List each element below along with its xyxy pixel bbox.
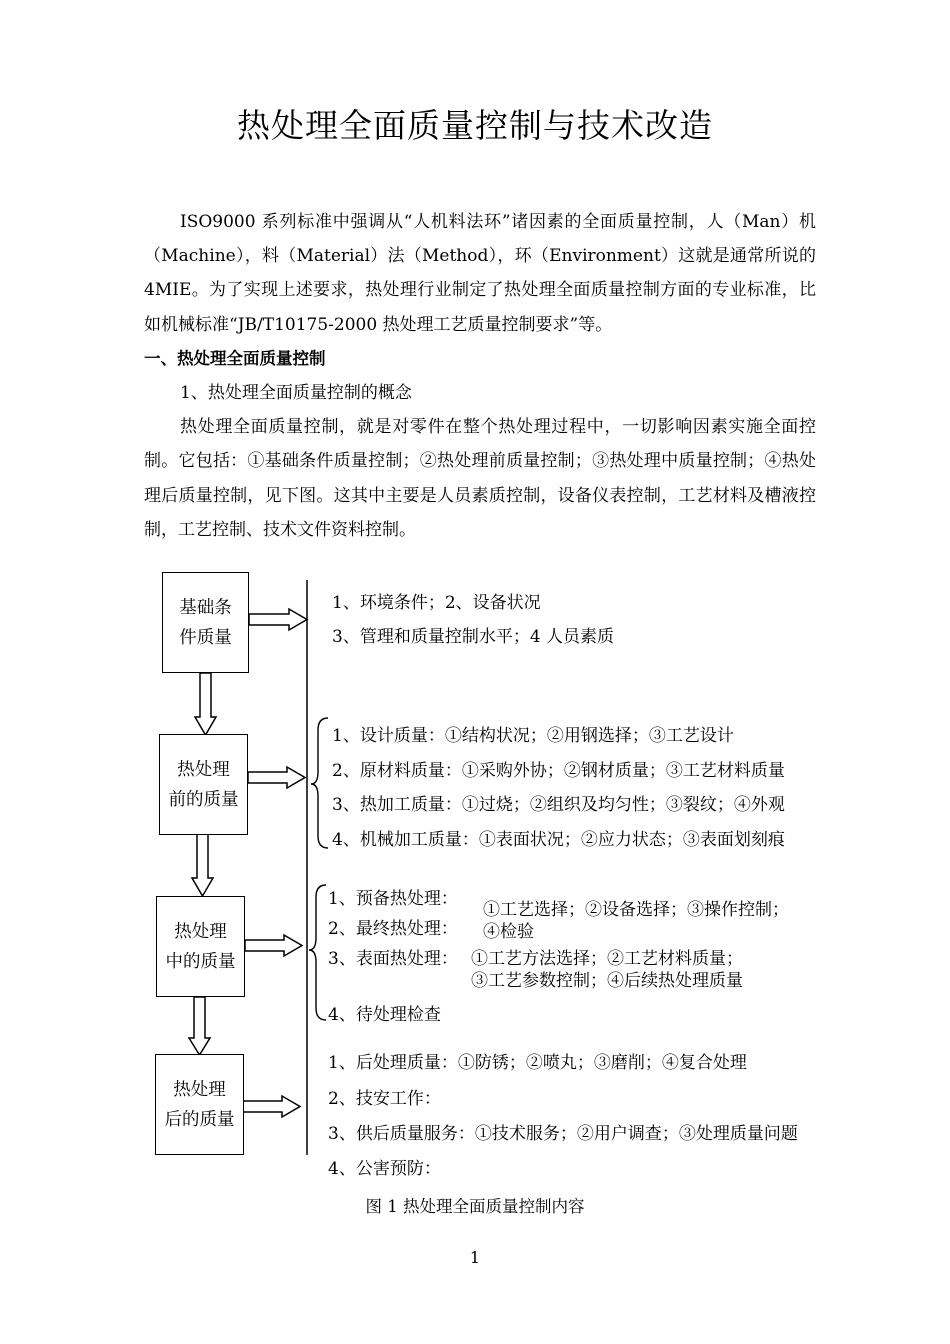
concept-paragraph: 热处理全面质量控制，就是对零件在整个热处理过程中，一切影响因素实施全面控制。它包括：①基础条件质量控制；②热处理前质量控制；③热处理中质量控制；④热处理后质量控制，见下图。这其中主要是人员素质控制，设备仪表控制，工艺材料及槽液控制，工艺控制、技术文件资料控制。 (144, 417, 816, 540)
right-arrow-1 (249, 609, 307, 630)
group4-item: 2、技安工作： (328, 1089, 441, 1109)
right-arrow-2 (248, 767, 305, 788)
group2-item: 2、原材料质量：①采购外协；②钢材质量；③工艺材料质量 (332, 761, 785, 781)
group3-item: 2、最终热处理： (328, 919, 458, 939)
box-label: 基础条 (179, 597, 232, 618)
box-label: 热处理 (177, 759, 230, 780)
group3-detail: ①工艺选择；②设备选择；③操作控制； (483, 900, 789, 920)
box-before-heat-treatment (159, 734, 248, 835)
group3-detail: ①工艺方法选择；②工艺材料质量； (471, 949, 743, 969)
down-arrow-1 (195, 673, 216, 735)
group4-item: 1、后处理质量：①防锈；②喷丸；③磨削；④复合处理 (328, 1053, 747, 1073)
group3-item: 3、表面热处理： (328, 949, 458, 969)
section-heading: 一、热处理全面质量控制 (144, 348, 326, 368)
group4-item: 4、公害预防： (328, 1159, 441, 1179)
group3-item: 4、待处理检查 (328, 1005, 441, 1025)
down-arrow-2 (192, 834, 213, 896)
group3-detail: ③工艺参数控制；④后续热处理质量 (471, 971, 743, 991)
group1-item: 3、管理和质量控制水平；4 人员素质 (332, 627, 615, 647)
group2-item: 4、机械加工质量：①表面状况；②应力状态；③表面划刻痕 (332, 830, 785, 850)
box-basic-conditions (162, 572, 249, 673)
box-label: 前的质量 (168, 789, 239, 810)
subheading: 1、热处理全面质量控制的概念 (180, 383, 412, 404)
box-label: 热处理 (173, 1079, 226, 1100)
group3-item: 1、预备热处理： (328, 889, 458, 909)
box-label: 热处理 (174, 921, 227, 942)
brace-group-2 (311, 718, 328, 848)
right-arrow-4 (243, 1096, 300, 1117)
intro-paragraph: ISO9000 系列标准中强调从“人机料法环”诸因素的全面质量控制，人（Man）机（Machine），料（Material）法（Method），环（Environment）这就是通常所说的 4MIE。为了实现上述要求，热处理行业制定了热处理全面质量控制方面的专业标准，比如机械标准“JB/T10175-2000 热处理工艺质量控制要求”等。 (144, 212, 816, 335)
group2-item: 3、热加工质量：①过烧；②组织及均匀性；③裂纹；④外观 (332, 795, 785, 815)
down-arrow-3 (189, 997, 210, 1055)
group2-item: 1、设计质量：①结构状况；②用钢选择；③工艺设计 (332, 726, 734, 746)
box-label: 中的质量 (165, 951, 236, 972)
brace-group-3 (309, 885, 326, 1020)
box-after-heat-treatment (155, 1054, 244, 1155)
group4-item: 3、供后质量服务：①技术服务；②用户调查；③处理质量问题 (328, 1124, 798, 1144)
page-title: 热处理全面质量控制与技术改造 (237, 106, 713, 145)
group1-item: 1、环境条件；2、设备状况 (332, 593, 541, 613)
figure-caption: 图 1 热处理全面质量控制内容 (365, 1197, 585, 1216)
box-label: 后的质量 (164, 1109, 235, 1130)
box-during-heat-treatment (156, 896, 245, 997)
page-number: 1 (469, 1248, 481, 1267)
box-label: 件质量 (179, 627, 232, 648)
right-arrow-3 (245, 935, 302, 956)
group3-detail: ④检验 (483, 922, 534, 942)
